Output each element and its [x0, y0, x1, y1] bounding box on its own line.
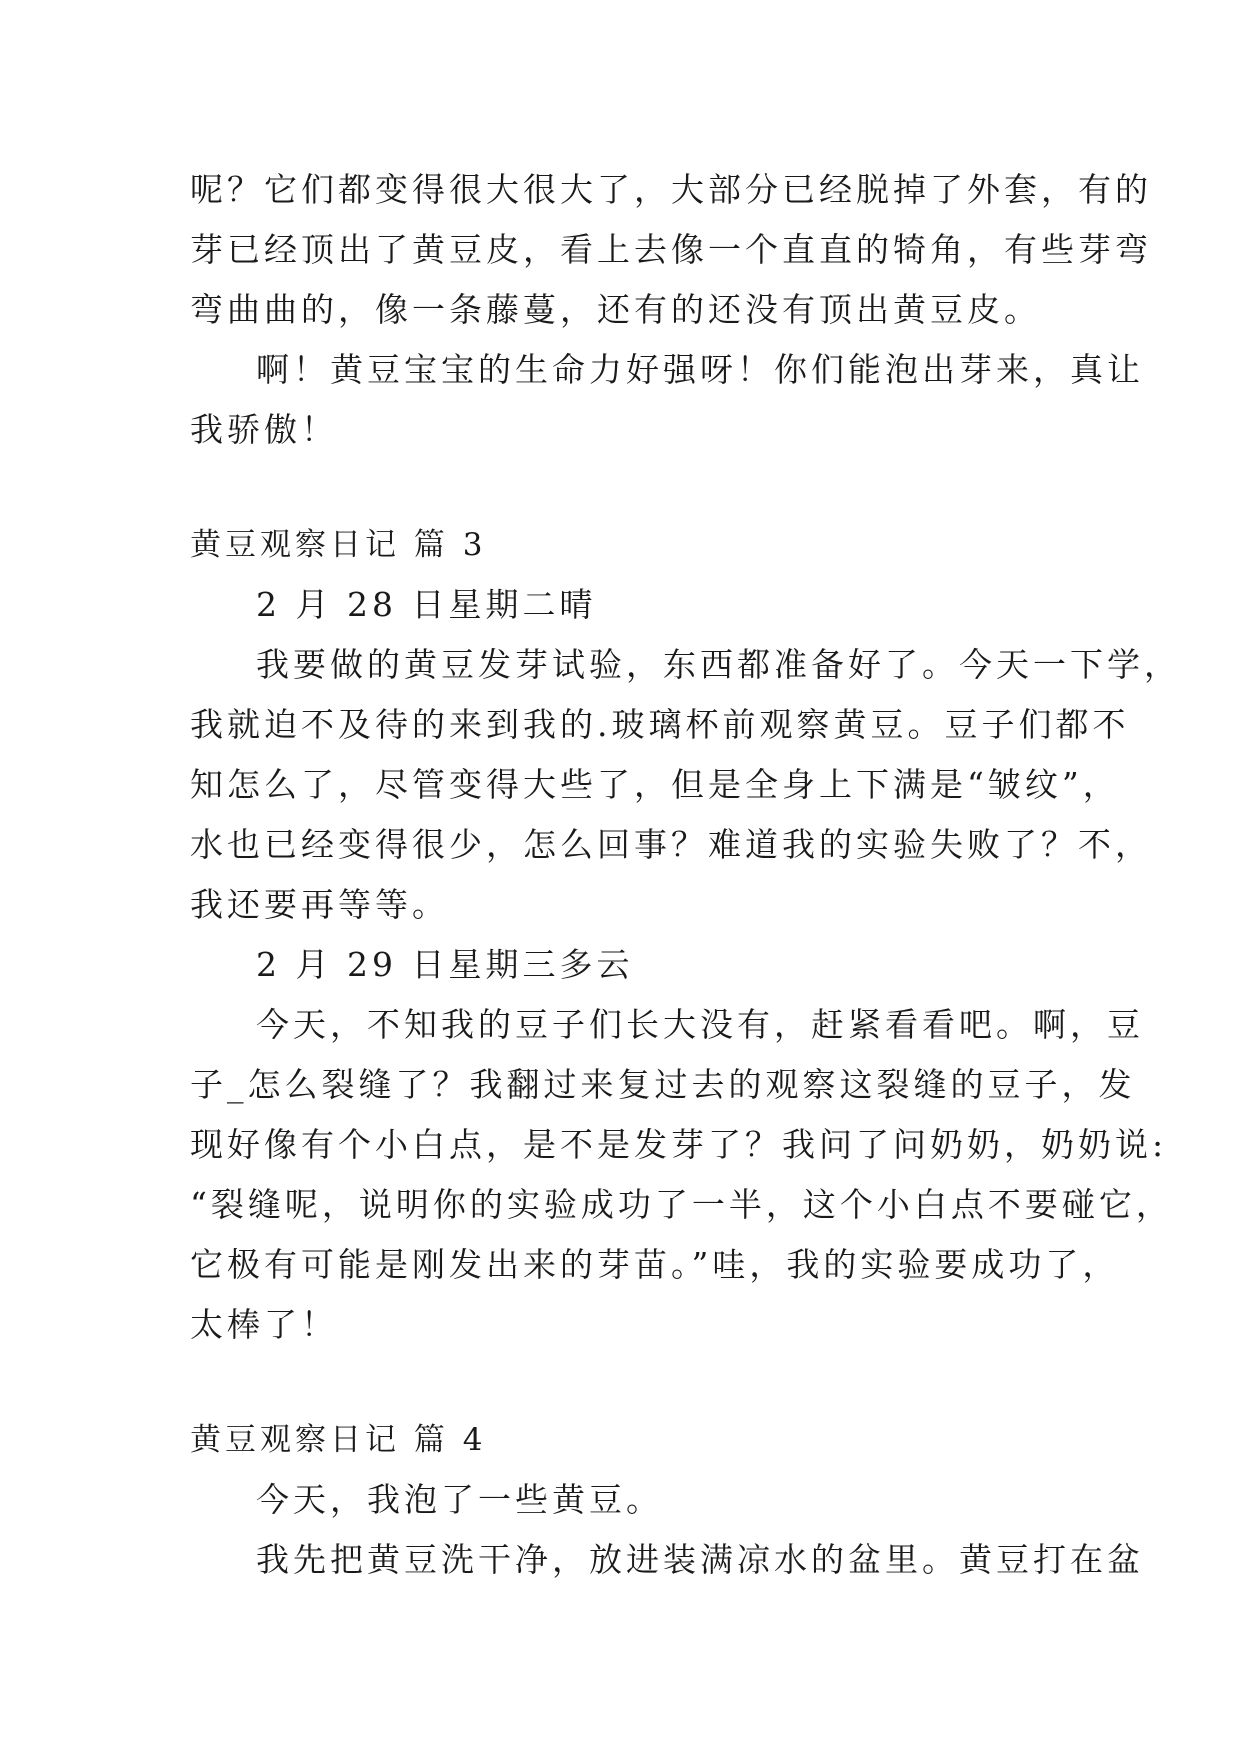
text-line: 啊！黄豆宝宝的生命力好强呀！你们能泡出芽来，真让 [256, 350, 1144, 389]
section-4-line-1: 今天，我泡了一些黄豆。 [256, 1480, 663, 1519]
text-line: 我要做的黄豆发芽试验，东西都准备好了。今天一下学， [256, 645, 1181, 684]
text-line: 我骄傲！ [190, 410, 338, 449]
text-line: 水也已经变得很少，怎么回事？难道我的实验失败了？不， [190, 825, 1152, 864]
text-line: 太棒了！ [190, 1305, 338, 1344]
text-line: 它极有可能是刚发出来的芽苗。”哇，我的实验要成功了， [190, 1245, 1120, 1284]
text-line: 今天，不知我的豆子们长大没有，赶紧看看吧。啊，豆 [256, 1005, 1144, 1044]
text-line: 呢？它们都变得很大很大了，大部分已经脱掉了外套，有的 [190, 170, 1152, 209]
text-line: 子_怎么裂缝了？我翻过来复过去的观察这裂缝的豆子，发 [190, 1065, 1136, 1104]
section-4-line-2: 我先把黄豆洗干净，放进装满凉水的盆里。黄豆打在盆 [256, 1540, 1144, 1579]
continuation-paragraph-2 [190, 340, 1144, 460]
text-line: “裂缝呢，说明你的实验成功了一半，这个小白点不要碰它， [190, 1185, 1173, 1224]
section-gap [190, 460, 1070, 515]
text-line: 我就迫不及待的来到我的.玻璃杯前观察黄豆。豆子们都不 [190, 705, 1130, 744]
text-line: 芽已经顶出了黄豆皮，看上去像一个直直的犄角，有些芽弯 [190, 230, 1152, 269]
section-gap [190, 1355, 1070, 1410]
text-line: 我还要再等等。 [190, 885, 449, 924]
section-3-date-1: 2 月 28 日星期二晴 [256, 585, 597, 624]
section-3-entry-1 [190, 635, 1181, 935]
section-3-heading: 黄豆观察日记 篇 3 [190, 527, 487, 563]
continuation-paragraph-1 [190, 160, 1152, 340]
section-3-entry-2 [190, 995, 1173, 1355]
text-line: 现好像有个小白点，是不是发芽了？我问了问奶奶，奶奶说: [190, 1125, 1168, 1164]
text-line: 弯曲曲的，像一条藤蔓，还有的还没有顶出黄豆皮。 [190, 290, 1041, 329]
text-line: 知怎么了，尽管变得大些了，但是全身上下满是“皱纹”， [190, 765, 1120, 804]
document-page [190, 160, 1181, 1590]
section-4-heading: 黄豆观察日记 篇 4 [190, 1422, 487, 1458]
section-3-date-2: 2 月 29 日星期三多云 [256, 945, 634, 984]
